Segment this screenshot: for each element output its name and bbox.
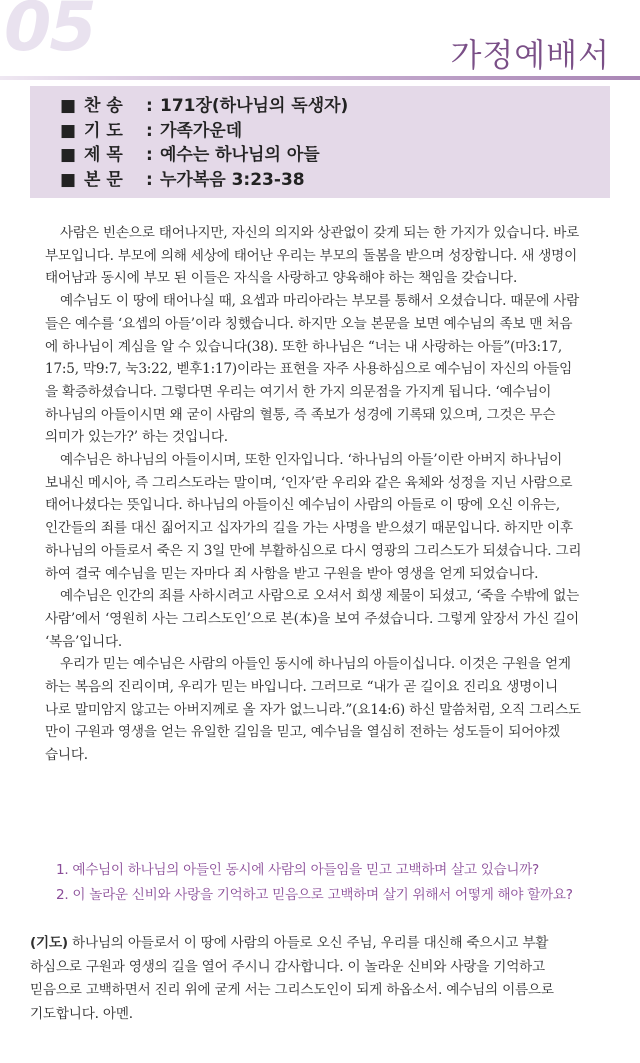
hymn-label: 찬 송 [84, 96, 123, 116]
separator: : [146, 96, 153, 116]
separator: : [146, 169, 153, 190]
separator: : [146, 145, 153, 165]
text-line [30, 932, 612, 956]
hymn-value: 171장(하나님의 독생자) [160, 96, 349, 116]
page-number: 05 [4, 0, 95, 67]
paragraph [30, 653, 612, 767]
paragraph [30, 585, 612, 653]
text-line: 기도합니다. 아멘. [30, 1005, 133, 1022]
prayer-heading: (기도) [30, 935, 68, 951]
question-item: 1. 예수님이 하나님의 아들인 동시에 사람의 아들임을 믿고 고백하며 살고 있습니까? [56, 862, 539, 878]
text-line: 하나님의 아들로서 죽은 지 3일 만에 부활하심으로 다시 영광의 그리스도가 되셨습니다. 그리 [45, 542, 582, 559]
text-line: 들은 예수를 ‘요셉의 아들’이라 칭했습니다. 하지만 오늘 본문을 보면 예수님의 족보 맨 처음 [45, 315, 573, 332]
square-bullet-icon: ■ [60, 145, 77, 165]
text-line: 의미가 있는가?’ 하는 것입니다. [45, 429, 228, 446]
text-line: 태어나셨다는 뜻입니다. 하나님의 아들이신 예수님이 사람의 아들로 이 땅에 오신 이유는, [45, 497, 560, 514]
paragraph [30, 449, 612, 585]
scripture-value: 누가복음 3:23-38 [160, 169, 305, 190]
text-line: 하여 결국 예수님을 믿는 자마다 죄 사함을 받고 구원을 받아 영생을 얻게 되었습니다. [45, 565, 539, 582]
text-line: ‘복음’입니다. [45, 633, 123, 650]
square-bullet-icon: ■ [60, 120, 77, 141]
text-line: 17:5, 막9:7, 눅3:22, 벧후1:17)이라는 표현을 자주 사용하심으로 예수님이 자신의 아들임 [45, 361, 573, 378]
separator: : [146, 120, 153, 141]
scripture-row [60, 168, 610, 193]
title-row [60, 143, 610, 168]
scripture-label: 본 문 [84, 169, 123, 190]
text-line: 믿음으로 고백하면서 진리 위에 굳게 서는 그리스도인이 되게 하옵소서. 예수님의 이름으로 [30, 982, 554, 998]
sermon-body [30, 222, 612, 767]
square-bullet-icon: ■ [60, 169, 77, 190]
page-title: 가정예배서 [450, 36, 610, 74]
text-line: 사람’에서 ‘영원히 사는 그리스도인’으로 본(本)을 보여 주셨습니다. 그렇게 앞장서 가신 길이 [45, 610, 579, 627]
text-line: 부모입니다. 부모에 의해 세상에 태어난 우리는 부모의 돌봄을 받으며 성장합니다. 새 생명이 [45, 247, 578, 264]
prayer-value: 가족가운데 [160, 120, 243, 141]
title-value: 예수는 하나님의 아들 [160, 145, 320, 165]
paragraph [30, 222, 612, 290]
title-label: 제 목 [84, 145, 123, 165]
text-line: 예수님은 인간의 죄를 사하시려고 사람으로 오셔서 희생 제물이 되셨고, ‘죽을 수밖에 없는 [60, 588, 580, 605]
text-line: 사람은 빈손으로 태어나지만, 자신의 의지와 상관없이 갖게 되는 한 가지가 있습니다. 바로 [60, 225, 580, 241]
text-line: 예수님도 이 땅에 태어나실 때, 요셉과 마리아라는 부모를 통해서 오셨습니다. 때문에 사람 [60, 293, 580, 310]
text-line: 나로 말미암지 않고는 아버지께로 올 자가 없느니라.”(요14:6) 하신 말씀처럼, 오직 그리스도 [45, 701, 581, 718]
text-line: 을 확증하셨습니다. 그렇다면 우리는 여기서 한 가지 의문점을 가지게 됩니다. ‘예수님이 [45, 383, 552, 400]
text-line: 습니다. [45, 747, 88, 764]
text-line: 보내신 메시아, 즉 그리스도라는 말이며, ‘인자’란 우리와 같은 육체와 성정을 지닌 사람으로 [45, 474, 573, 491]
text-line: 우리가 믿는 예수님은 사람의 아들인 동시에 하나님의 아들이십니다. 이것은 구원을 얻게 [60, 656, 571, 673]
text-line: 하심으로 구원과 영생의 길을 열어 주시니 감사합니다. 이 놀라운 신비와 사랑을 기억하고 [30, 958, 545, 975]
text-line: 하는 복음의 진리이며, 우리가 믿는 바입니다. 그러므로 “내가 곧 길이요 진리요 생명이니 [45, 679, 558, 696]
text-line: 하나님의 아들이시면 왜 굳이 사람의 혈통, 즉 족보가 성경에 기록돼 있으며, 그것은 무슨 [45, 406, 556, 423]
closing-prayer [30, 932, 612, 1026]
square-bullet-icon: ■ [60, 96, 77, 116]
paragraph [30, 290, 612, 449]
text-line: 만이 구원과 영생을 얻는 유일한 길임을 믿고, 예수님을 열심히 전하는 성도들이 되어야겠 [45, 724, 560, 741]
text-line: 인간들의 죄를 대신 짊어지고 십자가의 길을 가는 사명을 받으셨기 때문입니다. 하지만 이후 [45, 520, 573, 537]
discussion-questions [56, 858, 620, 908]
header-divider [0, 76, 640, 80]
hymn-row [60, 94, 610, 119]
text-line: 에 하나님이 계심을 알 수 있습니다(38). 또한 하나님은 “너는 내 사랑하는 아들”(마3:17, [45, 338, 562, 355]
worship-info-box [30, 86, 610, 198]
text-line: 예수님은 하나님의 아들이시며, 또한 인자입니다. ‘하나님의 아들’이란 아버지 하나님이 [60, 452, 563, 469]
prayer-text: 하나님의 아들로서 이 땅에 사람의 아들로 오신 주님, 우리를 대신해 죽으시고 부활 [72, 935, 549, 951]
question-item: 2. 이 놀라운 신비와 사랑을 기억하고 믿음으로 고백하며 살기 위해서 어떻게 해야 할까요? [56, 887, 573, 903]
text-line: 태어남과 동시에 부모 된 이들은 자식을 사랑하고 양육해야 하는 책임을 갖습니다. [45, 270, 518, 287]
prayer-label: 기 도 [84, 120, 123, 141]
prayer-row [60, 119, 610, 144]
